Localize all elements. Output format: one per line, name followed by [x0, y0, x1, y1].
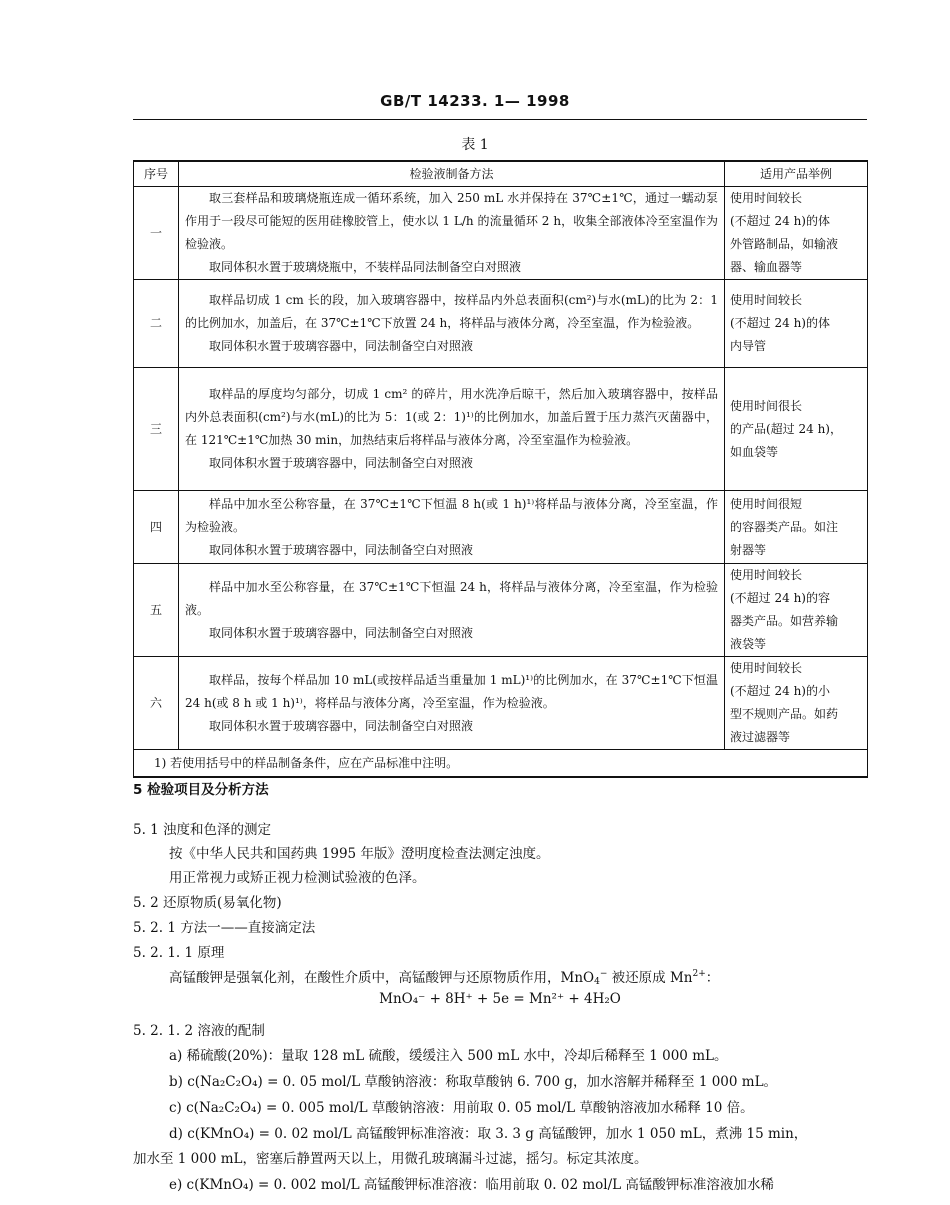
product-cell — [725, 564, 868, 657]
product-line: 器类产品。如营养输 — [730, 614, 839, 628]
method-text: 取样品切成 1 cm 长的段，加入玻璃容器中，按样品内外总表面积(cm²)与水(mL)的比为 2：1 的比例加水，加盖后，在 37℃±1℃下放置 24 h，将样品与液体分离，冷至室温，作为检验液。 — [185, 293, 718, 330]
product-cell — [725, 280, 868, 368]
row-number: 六 — [134, 657, 179, 750]
principle-text: ： — [705, 970, 720, 986]
list-item: b) c(Na₂C₂O₄) = 0. 05 mol/L 草酸钠溶液：称取草酸钠 6. 700 g，加水溶解并稀释至 1 000 mL。 — [169, 1074, 778, 1090]
table-footnote-row — [134, 750, 868, 778]
col-header-number: 序号 — [134, 161, 179, 187]
method-text: 取三套样品和玻璃烧瓶连成一循环系统，加入 250 mL 水并保持在 37℃±1℃，通过一蠕动泵作用于一段尽可能短的医用硅橡胶管上，使水以 1 L/h 的流量循环 2 h，收集全部液体冷至室温作为检验液。 — [185, 191, 718, 251]
product-line: 使用时间较长 — [730, 661, 803, 675]
row-number: 三 — [134, 368, 179, 491]
header-rule — [133, 119, 867, 120]
principle-text: 被还原成 Mn — [607, 970, 693, 986]
method-cell — [179, 491, 725, 564]
product-line: 使用时间很短 — [730, 496, 803, 511]
section-heading-5-2-1: 5. 2. 1 方法一——直接滴定法 — [133, 920, 316, 936]
section-heading-5-2: 5. 2 还原物质(易氧化物) — [133, 895, 282, 911]
product-line: 的产品(超过 24 h)， — [730, 421, 842, 436]
section-heading-5-1: 5. 1 浊度和色泽的测定 — [133, 822, 272, 838]
product-line: (不超过 24 h)的小 — [730, 684, 830, 698]
list-item: e) c(KMnO₄) = 0. 002 mol/L 高锰酸钾标准溶液：临用前取 0. 02 mol/L 高锰酸钾标准溶液加水稀 — [169, 1177, 774, 1193]
reaction-formula: MnO₄⁻ + 8H⁺ + 5e = Mn²⁺ + 4H₂O — [379, 991, 621, 1007]
col-header-products: 适用产品举例 — [725, 161, 868, 187]
method-text: 取样品的厚度均匀部分，切成 1 cm² 的碎片，用水洗净后晾干，然后加入玻璃容器中，按样品内外总表面积(cm²)与水(mL)的比为 5：1(或 2：1)¹⁾的比例加水，加盖后置于压力蒸汽灭菌器中，在 121℃±1℃加热 30 min，加热结束后将样品与液体分离，冷至室温作为检验液。 — [185, 387, 718, 447]
table-row — [134, 491, 868, 564]
section-heading-5: 5 检验项目及分析方法 — [133, 782, 269, 798]
product-line: 外管路制品，如输液 — [730, 237, 839, 251]
table-caption: 表 1 — [461, 137, 489, 153]
product-line: (不超过 24 h)的体 — [730, 214, 830, 228]
product-line: (不超过 24 h)的容 — [730, 591, 830, 605]
method-cell — [179, 368, 725, 491]
table-footnote: 1) 若使用括号中的样品制备条件，应在产品标准中注明。 — [134, 750, 868, 778]
product-cell — [725, 657, 868, 750]
product-line: 使用时间较长 — [730, 191, 803, 205]
blank-control-text: 取同体积水置于玻璃容器中，同法制备空白对照液 — [209, 456, 474, 470]
method-text: 样品中加水至公称容量，在 37℃±1℃下恒温 24 h，将样品与液体分离，冷至室温，作为检验液。 — [185, 579, 718, 617]
list-item: d) c(KMnO₄) = 0. 02 mol/L 高锰酸钾标准溶液：取 3. 3 g 高锰酸钾，加水 1 050 mL，煮沸 15 min， — [169, 1126, 808, 1142]
principle-text: 高锰酸钾是强氧化剂，在酸性介质中，高锰酸钾与还原物质作用，MnO — [169, 970, 595, 986]
principle-superscript: − — [599, 969, 608, 979]
blank-control-text: 取同体积水置于玻璃容器中，同法制备空白对照液 — [209, 339, 474, 353]
product-line: (不超过 24 h)的体 — [730, 316, 830, 330]
product-line: 使用时间很长 — [730, 398, 803, 413]
blank-control-text: 取同体积水置于玻璃容器中，同法制备空白对照液 — [209, 718, 474, 733]
col-header-method: 检验液制备方法 — [179, 161, 725, 187]
standard-code-header: GB/T 14233. 1— 1998 — [380, 92, 570, 110]
product-line: 射器等 — [730, 542, 767, 557]
product-line: 液过滤器等 — [730, 730, 791, 744]
product-line: 器、输血器等 — [730, 260, 803, 274]
method-text: 样品中加水至公称容量，在 37℃±1℃下恒温 8 h(或 1 h)¹⁾将样品与液体分离，冷至室温，作为检验液。 — [185, 496, 718, 534]
product-line: 内导管 — [730, 339, 767, 353]
blank-control-text: 取同体积水置于玻璃容器中，同法制备空白对照液 — [209, 625, 474, 640]
row-number: 一 — [134, 187, 179, 280]
principle-superscript: 2+ — [692, 969, 706, 979]
table-row — [134, 564, 868, 657]
product-line: 液袋等 — [730, 637, 767, 651]
principle-subscript: 4 — [594, 977, 600, 987]
product-line: 型不规则产品。如药 — [730, 707, 839, 721]
row-number: 四 — [134, 491, 179, 564]
paragraph: 按《中华人民共和国药典 1995 年版》澄明度检查法测定浊度。 — [169, 846, 550, 862]
table-header-row — [134, 161, 868, 187]
preparation-table — [133, 160, 868, 778]
section-heading-5-2-1-2: 5. 2. 1. 2 溶液的配制 — [133, 1023, 265, 1039]
list-item-continued: 加水至 1 000 mL，密塞后静置两天以上，用微孔玻璃漏斗过滤，摇匀。标定其浓度。 — [133, 1151, 648, 1167]
paragraph: 用正常视力或矫正视力检测试验液的色泽。 — [169, 870, 426, 886]
product-cell — [725, 187, 868, 280]
product-line: 使用时间较长 — [730, 293, 803, 307]
method-cell — [179, 564, 725, 657]
table-row — [134, 657, 868, 750]
method-cell — [179, 280, 725, 368]
method-text: 取样品，按每个样品加 10 mL(或按样品适当重量加 1 mL)¹⁾的比例加水，在 37℃±1℃下恒温 24 h(或 8 h 或 1 h)¹⁾，将样品与液体分离，冷至室温，作为检验液。 — [185, 672, 718, 710]
product-line: 的容器类产品。如注 — [730, 519, 839, 534]
product-line: 如血袋等 — [730, 444, 779, 459]
table-row — [134, 368, 868, 491]
section-heading-5-2-1-1: 5. 2. 1. 1 原理 — [133, 945, 225, 961]
table-row — [134, 187, 868, 280]
product-line: 使用时间较长 — [730, 568, 803, 582]
product-cell — [725, 491, 868, 564]
method-cell — [179, 657, 725, 750]
product-cell — [725, 368, 868, 491]
list-item: c) c(Na₂C₂O₄) = 0. 005 mol/L 草酸钠溶液：用前取 0. 05 mol/L 草酸钠溶液加水稀释 10 倍。 — [169, 1100, 754, 1116]
row-number: 五 — [134, 564, 179, 657]
row-number: 二 — [134, 280, 179, 368]
blank-control-text: 取同体积水置于玻璃烧瓶中，不装样品同法制备空白对照液 — [209, 260, 522, 274]
blank-control-text: 取同体积水置于玻璃容器中，同法制备空白对照液 — [209, 542, 474, 557]
method-cell — [179, 187, 725, 280]
paragraph-principle — [169, 966, 719, 987]
table-row — [134, 280, 868, 368]
list-item: a) 稀硫酸(20%)：量取 128 mL 硫酸，缓缓注入 500 mL 水中，冷却后稀释至 1 000 mL。 — [169, 1048, 728, 1064]
